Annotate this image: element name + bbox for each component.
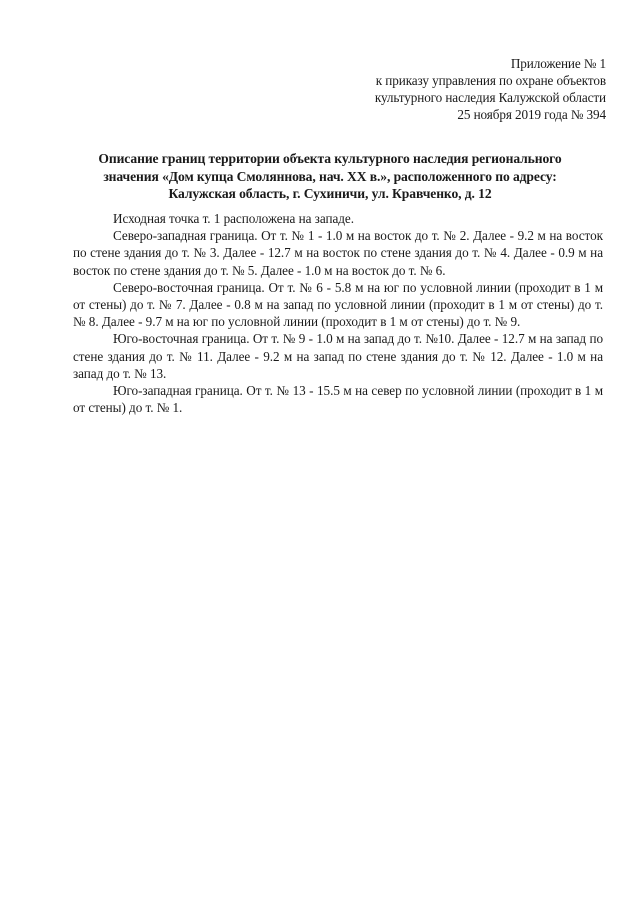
appendix-date: 25 ноября 2019 года № 394	[457, 107, 606, 122]
document-body	[73, 210, 603, 416]
appendix-authority: культурного наследия Калужской области	[374, 90, 606, 105]
appendix-number: Приложение № 1	[510, 56, 606, 71]
paragraph-northeast-border: Северо-восточная граница. От т. № 6 - 5.8 м на юг по условной линии (проходит в 1 м от стены) до т. № 7. Далее - 0.8 м на запад по условной линии (проходит в 1 м от стены) до т. № 8. Далее - 9.7 м на юг по условной линии (проходит в 1 м от стены) до т. № 9.	[73, 279, 603, 330]
paragraph-start-point: Исходная точка т. 1 расположена на западе.	[113, 211, 354, 226]
document-title	[60, 150, 600, 203]
title-line-3: Калужская область, г. Сухиничи, ул. Кравченко, д. 12	[168, 186, 492, 201]
title-line-2: значения «Дом купца Смоляннова, нач. XX в.», расположенного по адресу:	[103, 168, 557, 184]
appendix-header	[266, 55, 606, 123]
appendix-order-ref: к приказу управления по охране объектов	[375, 73, 606, 88]
paragraph-northwest-border: Северо-западная граница. От т. № 1 - 1.0 м на восток до т. № 2. Далее - 9.2 м на восток по стене здания до т. № 3. Далее - 12.7 м на восток по стене здания до т. № 4. Далее - 0.9 м на восток по стене здания до т. № 5. Далее - 1.0 м на восток до т. № 6.	[73, 228, 603, 278]
paragraph-southwest-border: Юго-западная граница. От т. № 13 - 15.5 м на север по условной линии (проходит в 1 м от стены) до т. № 1.	[73, 383, 603, 416]
paragraph-southeast-border: Юго-восточная граница. От т. № 9 - 1.0 м на запад до т. №10. Далее - 12.7 м на запад по стене здания до т. № 11. Далее - 9.2 м на запад по стене здания до т. № 12. Далее - 1.0 м на запад до т. № 13.	[73, 331, 603, 381]
title-line-1: Описание границ территории объекта культурного наследия регионального	[98, 151, 562, 166]
